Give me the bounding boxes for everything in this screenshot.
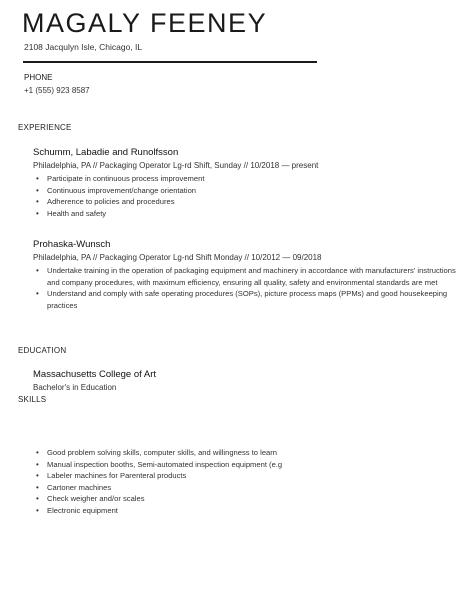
list-item: • Labeler machines for Parenteral products bbox=[47, 470, 456, 482]
job-details: Philadelphia, PA // Packaging Operator Lg-rd Shift, Sunday // 10/2018 — present bbox=[33, 161, 319, 170]
skills-entry bbox=[33, 447, 456, 516]
list-item: • Electronic equipment bbox=[47, 505, 456, 517]
job-entry bbox=[33, 239, 456, 311]
education-entry bbox=[33, 369, 456, 395]
list-item: • Undertake training in the operation of packaging equipment and machinery in accordance with manufacturers' instructions and company procedures, with maximum efficiency, ensuring all quality, safety and environmental standards are met bbox=[47, 265, 456, 288]
list-item: • Participate in continuous process improvement bbox=[47, 173, 456, 185]
experience-heading: EXPERIENCE bbox=[18, 123, 72, 132]
list-item: • Adherence to policies and procedures bbox=[47, 196, 456, 208]
skills-heading: SKILLS bbox=[18, 395, 47, 404]
job-company: Schumm, Labadie and Runolfsson bbox=[33, 147, 179, 158]
list-item: • Understand and comply with safe operating procedures (SOPs), picture process maps (PPMs) and good housekeeping practices bbox=[47, 288, 456, 311]
candidate-name: MAGALY FEENEY bbox=[22, 8, 268, 38]
education-heading: EDUCATION bbox=[18, 346, 67, 355]
candidate-address: 2108 Jacqulyn Isle, Chicago, IL bbox=[24, 42, 143, 52]
school-name: Massachusetts College of Art bbox=[33, 369, 157, 380]
list-item: • Health and safety bbox=[47, 208, 456, 220]
list-item: • Continuous improvement/change orientation bbox=[47, 185, 456, 197]
list-item: • Manual inspection booths, Semi-automated inspection equipment (e.g bbox=[47, 459, 456, 471]
phone-number: +1 (555) 923 8587 bbox=[24, 86, 90, 95]
list-item: • Cartoner machines bbox=[47, 482, 456, 494]
list-item: • Check weigher and/or scales bbox=[47, 493, 456, 505]
job-company: Prohaska-Wunsch bbox=[33, 239, 111, 250]
job-bullets bbox=[33, 173, 456, 219]
job-bullets bbox=[33, 265, 456, 311]
list-item: • Good problem solving skills, computer skills, and willingness to learn bbox=[47, 447, 456, 459]
header-divider bbox=[23, 61, 317, 63]
job-entry bbox=[33, 147, 456, 219]
job-details: Philadelphia, PA // Packaging Operator Lg-nd Shift Monday // 10/2012 — 09/2018 bbox=[33, 253, 322, 262]
phone-label: PHONE bbox=[24, 73, 53, 82]
skills-list bbox=[33, 447, 456, 516]
degree: Bachelor's in Education bbox=[33, 383, 117, 392]
